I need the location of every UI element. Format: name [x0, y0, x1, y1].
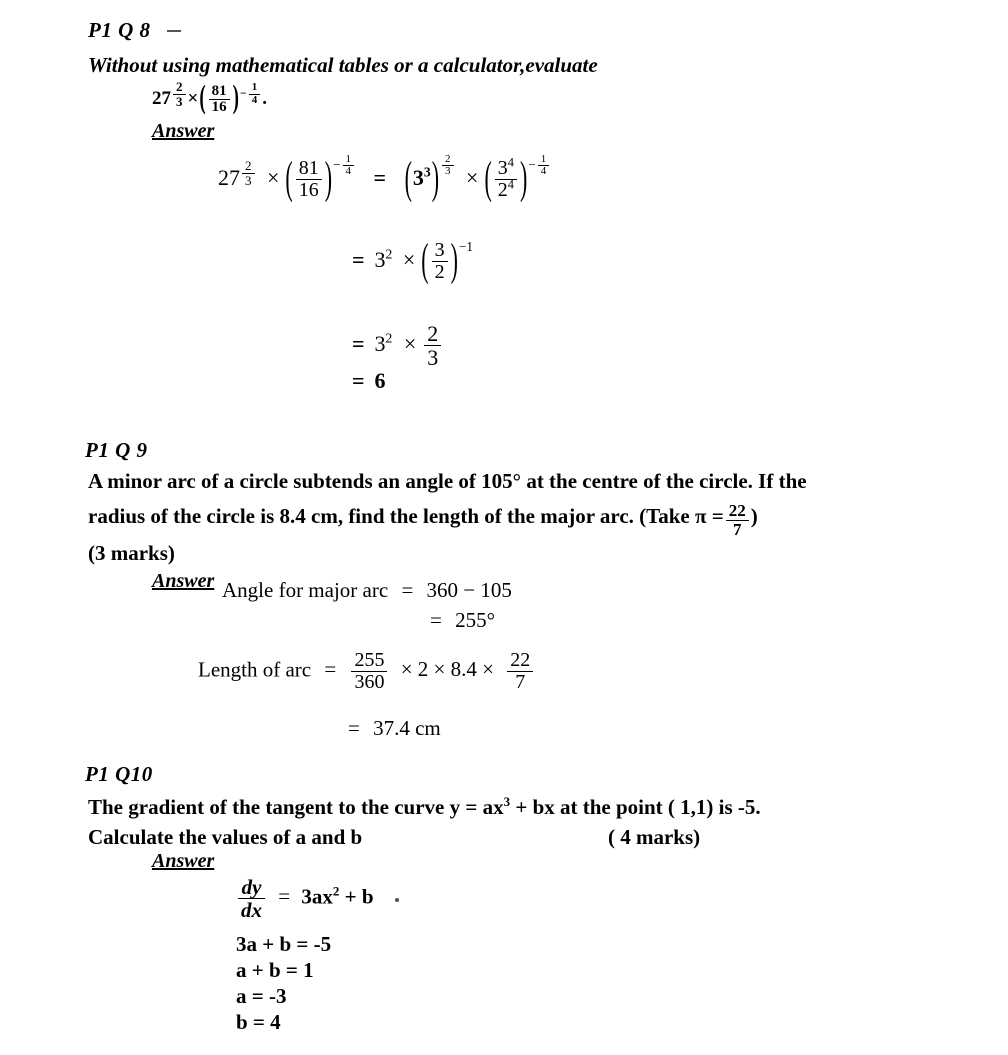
step1-rhs-exp2-sign: − [528, 156, 536, 172]
q10-step1-rhs-a: 3ax [301, 884, 333, 909]
step3-times: × [403, 330, 417, 356]
q10-frac-num: dy [238, 876, 265, 899]
q9-step1-value: 360 − 105 [426, 578, 512, 602]
step2-eq: = [352, 246, 365, 272]
work-step-p1q9-2 [430, 608, 495, 633]
step1-exp-den: 3 [245, 172, 252, 188]
q9-step3-frac-den: 360 [354, 671, 385, 693]
step1-exp-num: 2 [242, 159, 255, 174]
expr-times: × [187, 88, 199, 110]
step1-rhs-frac-num-exp: 4 [507, 155, 514, 170]
section-heading-p1q10: P1 Q10 [85, 762, 153, 786]
work-step-p1q10-1 [236, 876, 374, 921]
expr-exp2-num: 1 [249, 82, 261, 95]
step2-outer-exp: −1 [458, 238, 473, 254]
step3-frac-den: 3 [427, 345, 439, 371]
work-step-p1q10-2: 3a + b = -5 [236, 932, 332, 956]
step3-base: 3 [374, 330, 386, 356]
step1-times: × [267, 164, 280, 190]
stray-mark-icon [167, 30, 181, 32]
step2-frac-num: 3 [432, 240, 448, 262]
step1-rhs-frac-den-exp: 4 [507, 177, 514, 192]
q9-pi-den: 7 [732, 519, 742, 539]
q9-step3-frac2-num: 22 [507, 650, 533, 672]
q10-line1-a: The gradient of the tangent to the curve y = ax [88, 795, 504, 819]
step1-frac-num: 81 [296, 158, 322, 180]
expr-base-27: 27 [152, 88, 171, 110]
q9-step3-frac-num: 255 [351, 650, 387, 672]
step1-outer-den: 3 [445, 165, 451, 178]
work-step-p1q8-3 [352, 322, 443, 369]
q10-frac-den: dx [241, 898, 262, 923]
step1-rhs-times: × [466, 164, 479, 190]
expr-period: . [262, 88, 267, 110]
expr-exp1-den: 3 [176, 93, 183, 109]
work-step-p1q9-1 [222, 578, 512, 603]
question-text-p1q9-line2 [88, 500, 988, 537]
step4-value: 6 [374, 368, 386, 393]
q9-line2-a: radius of the circle is 8.4 cm, find the length of the major arc. (Take π = [88, 504, 724, 529]
step4-eq: = [352, 368, 365, 393]
q9-step2-eq: = [430, 608, 442, 632]
marks-p1q10: ( 4 marks) [608, 825, 701, 849]
step1-rhs-frac-den: 2 [497, 179, 508, 201]
step3-exp: 2 [385, 330, 393, 346]
q9-step3-label: Length of arc [198, 657, 312, 682]
work-step-p1q10-5: b = 4 [236, 1010, 281, 1034]
q10-line1-b: + bx at the point ( 1,1) is -5. [510, 795, 761, 819]
stray-dot-icon [395, 898, 399, 902]
expr-frac-num: 81 [209, 84, 230, 101]
expression-inline-p1q8: 27 $^{\frac{2}{3}}$ ×( $\frac{81}{16}$ )$^{- \frac{1}{4}}$ . [152, 79, 267, 117]
q9-step4-value: 37.4 cm [373, 716, 441, 740]
q10-step1-eq: = [278, 884, 291, 909]
q10-step1-rhs-exp: 2 [332, 883, 340, 899]
heading-text: P1 Q 8 [88, 18, 151, 42]
marks-p1q9: (3 marks) [88, 541, 175, 565]
work-step-p1q10-4: a = -3 [236, 984, 287, 1008]
q9-pi-num: 22 [726, 502, 749, 521]
q9-line2-b: ) [750, 504, 758, 529]
answer-label-p1q8: Answer [152, 120, 215, 142]
step1-outer-num: 2 [442, 154, 454, 167]
question-text-p1q8: Without using mathematical tables or a calculator,evaluate [88, 53, 598, 77]
question-text-p1q9-line1: A minor arc of a circle subtends an angle of 105° at the centre of the circle. If the [88, 469, 807, 493]
q9-step1-eq: = [401, 578, 414, 602]
expr-exp1-num: 2 [173, 80, 186, 95]
step2-times: × [402, 246, 416, 272]
expr-exp2-den: 4 [251, 93, 258, 106]
step3-eq: = [352, 330, 365, 356]
expr-exp2-sign: − [239, 86, 247, 100]
section-heading-p1q8 [88, 18, 181, 43]
step1-eq: = [373, 164, 387, 190]
work-step-p1q9-3 [198, 650, 535, 693]
step2-exp: 2 [385, 246, 393, 262]
step1-rhs-exp2-den: 4 [540, 165, 547, 178]
q9-step3-frac2-den: 7 [515, 671, 526, 693]
work-step-p1q10-3: a + b = 1 [236, 958, 314, 982]
q9-step3-eq: = [324, 657, 337, 682]
question-text-p1q10-line2: Calculate the values of a and b [88, 825, 363, 849]
step1-rhs-frac-num: 3 [497, 157, 508, 179]
q9-step4-eq: = [348, 716, 360, 740]
work-step-p1q8-4 [352, 368, 386, 394]
q10-step1-rhs-b: + b [339, 884, 374, 909]
step1-exp2-sign: − [333, 156, 341, 172]
q9-step1-label: Angle for major arc [222, 578, 389, 602]
step2-frac-den: 2 [434, 261, 445, 283]
work-step-p1q8-2: = $3^2$ × ( $\frac{3}{2}$ )$^{-1}$ [352, 232, 473, 285]
step1-group-base: 3 [412, 164, 424, 190]
section-heading-p1q9: P1 Q 9 [85, 438, 148, 462]
question-text-p1q10-line1 [88, 792, 988, 822]
q10-line1-exp: 3 [503, 794, 511, 809]
answer-label-p1q9: Answer [152, 570, 215, 592]
expr-frac-den: 16 [211, 99, 227, 116]
work-step-p1q8-1: 27 $^{\frac{2}{3}}$ × ( $\frac{81}{16}$ )$^{- \frac{1}{4}}$ = $(3^3)$ $^{\frac{2}{3}}$ × ( $\frac{3^4}{2^4}$ )$^{- \frac{1}{4}}$ [218, 158, 551, 201]
q9-step2-value: 255° [455, 608, 495, 632]
q9-step3-mid: × 2 × 8.4 × [400, 657, 494, 682]
step1-base: 27 [218, 164, 240, 190]
step3-frac-num: 2 [424, 322, 441, 346]
step1-frac-den: 16 [298, 179, 319, 201]
step1-rhs-exp2-num: 1 [538, 154, 550, 167]
work-step-p1q9-4 [348, 716, 441, 741]
step1-exp2-num: 1 [343, 154, 355, 167]
step1-exp2-den: 4 [345, 165, 352, 178]
step1-group-exp: 3 [423, 164, 431, 180]
answer-label-p1q10: Answer [152, 850, 215, 872]
step2-base: 3 [374, 246, 386, 272]
